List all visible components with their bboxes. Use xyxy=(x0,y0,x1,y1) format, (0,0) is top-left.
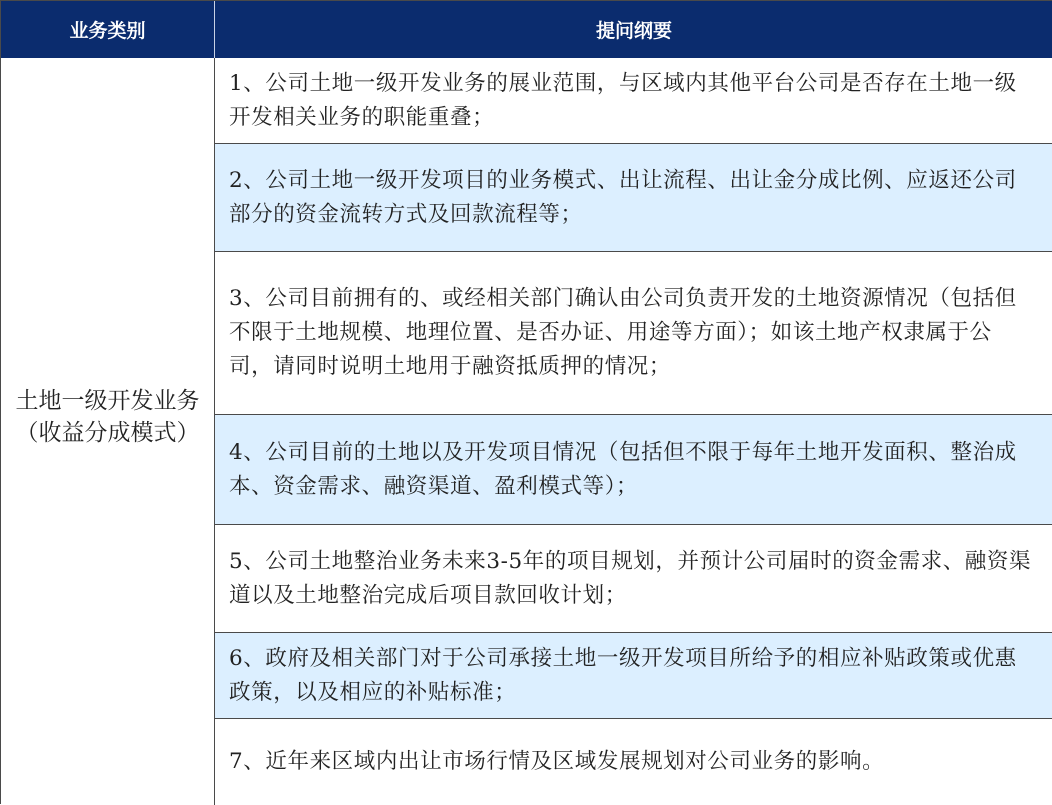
header-outline: 提问纲要 xyxy=(595,20,672,42)
table-row xyxy=(215,719,1052,805)
question-5: 5、公司土地整治业务未来3-5年的项目规划，并预计公司届时的资金需求、融资渠道以及土地整治完成后项目款回收计划； xyxy=(229,548,1032,608)
question-1: 1、公司土地一级开发业务的展业范围，与区域内其他平台公司是否存在土地一级开发相关业务的职能重叠； xyxy=(229,70,1017,130)
category-cell xyxy=(1,58,215,805)
question-2: 2、公司土地一级开发项目的业务模式、出让流程、出让金分成比例、应返还公司部分的资金流转方式及回款流程等； xyxy=(229,167,1017,227)
table-header xyxy=(1,1,1052,58)
table-row xyxy=(215,633,1052,719)
table-row xyxy=(215,525,1052,633)
question-6: 6、政府及相关部门对于公司承接土地一级开发项目所给予的相应补贴政策或优惠政策，以及相应的补贴标准； xyxy=(229,645,1017,705)
table-row xyxy=(215,58,1052,144)
table-row xyxy=(215,252,1052,415)
question-7: 7、近年来区域内出让市场行情及区域发展规划对公司业务的影响。 xyxy=(229,749,885,774)
table-row xyxy=(215,144,1052,252)
question-4: 4、公司目前的土地以及开发项目情况（包括但不限于每年土地开发面积、整治成本、资金需求、融资渠道、盈利模式等）； xyxy=(229,439,1017,499)
table-row xyxy=(215,415,1052,525)
question-3: 3、公司目前拥有的、或经相关部门确认由公司负责开发的土地资源情况（包括但不限于土地规模、地理位置、是否办证、用途等方面）；如该土地产权隶属于公司，请同时说明土地用于融资抵质押的情况； xyxy=(229,286,1017,379)
category-label: 土地一级开发业务（收益分成模式） xyxy=(15,387,200,446)
header-category: 业务类别 xyxy=(1,1,215,58)
